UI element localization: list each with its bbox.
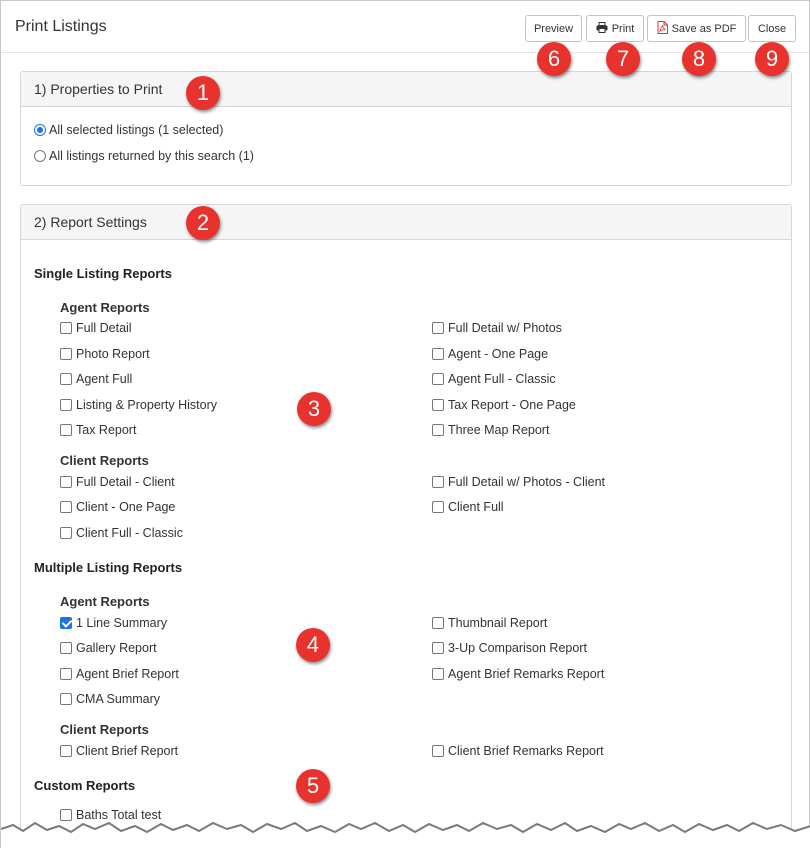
- checkbox-label: 1 Line Summary: [76, 616, 168, 630]
- checkbox-agent-full[interactable]: [60, 372, 132, 386]
- checkbox[interactable]: [432, 617, 444, 629]
- checkbox-three-map-report[interactable]: [432, 423, 549, 437]
- checkbox-client-full-classic[interactable]: [60, 526, 183, 540]
- multiple-client-reports-heading: Client Reports: [60, 722, 149, 737]
- preview-button-label: Preview: [533, 22, 574, 35]
- annotation-badge-3: 3: [297, 392, 331, 426]
- checkbox-agent-brief-remarks-report[interactable]: [432, 667, 604, 681]
- printer-icon: [596, 22, 608, 36]
- checkbox-3-up-comparison-report[interactable]: [432, 641, 587, 655]
- checkbox[interactable]: [432, 373, 444, 385]
- radio-button[interactable]: [34, 150, 46, 162]
- multiple-listing-reports-heading: Multiple Listing Reports: [34, 560, 183, 575]
- checkbox-client-full[interactable]: [432, 500, 504, 514]
- checkbox[interactable]: [60, 642, 72, 654]
- checkbox-full-detail-w-photos[interactable]: [432, 321, 562, 335]
- checkbox[interactable]: [60, 501, 72, 513]
- checkbox-full-detail[interactable]: [60, 321, 132, 335]
- checkbox-gallery-report[interactable]: [60, 641, 157, 655]
- checkbox[interactable]: [432, 322, 444, 334]
- radio-all-selected-listings[interactable]: [34, 123, 223, 137]
- checkbox[interactable]: [432, 476, 444, 488]
- checkbox-label: Full Detail - Client: [76, 475, 175, 489]
- checkbox-label: Agent Full - Classic: [448, 372, 556, 386]
- checkbox-label: Agent Brief Report: [76, 667, 179, 681]
- radio-button-checked[interactable]: [34, 124, 46, 136]
- checkbox[interactable]: [432, 745, 444, 757]
- checkbox-label: Full Detail: [76, 321, 132, 335]
- single-agent-reports-heading: Agent Reports: [60, 300, 150, 315]
- save-as-pdf-button[interactable]: [647, 15, 746, 42]
- checkbox[interactable]: [432, 348, 444, 360]
- checkbox-label: Agent Brief Remarks Report: [448, 667, 605, 681]
- checkbox-client-brief-remarks-report[interactable]: [432, 744, 604, 758]
- checkbox-label: Full Detail w/ Photos: [448, 321, 562, 335]
- checkbox[interactable]: [432, 668, 444, 680]
- checkbox-label: Gallery Report: [76, 641, 157, 655]
- checkbox[interactable]: [432, 424, 444, 436]
- checkbox[interactable]: [60, 399, 72, 411]
- checkbox[interactable]: [60, 348, 72, 360]
- checkbox[interactable]: [60, 668, 72, 680]
- checkbox-label: Full Detail w/ Photos - Client: [448, 475, 606, 489]
- save-as-pdf-label: Save as PDF: [671, 22, 737, 35]
- multiple-agent-reports-heading: Agent Reports: [60, 594, 150, 609]
- checkbox-label: Client Full - Classic: [76, 526, 183, 540]
- close-button[interactable]: [748, 15, 796, 42]
- checkbox-tax-report-one-page[interactable]: [432, 398, 576, 412]
- checkbox-label: Baths Total test: [76, 808, 162, 822]
- checkbox-photo-report[interactable]: [60, 347, 150, 361]
- checkbox-agent-brief-report[interactable]: [60, 667, 179, 681]
- checkbox-label: Tax Report: [76, 423, 137, 437]
- print-button-label: Print: [611, 22, 635, 35]
- checkbox-1-line-summary[interactable]: [60, 616, 167, 630]
- annotation-badge-4: 4: [296, 628, 330, 662]
- checkbox-label: Listing & Property History: [76, 398, 218, 412]
- checkbox-label: 3-Up Comparison Report: [448, 641, 587, 655]
- print-button[interactable]: [586, 15, 644, 42]
- checkbox[interactable]: [60, 527, 72, 539]
- checkbox-agent-one-page[interactable]: [432, 347, 548, 361]
- preview-button[interactable]: [525, 15, 582, 42]
- checkbox[interactable]: [60, 373, 72, 385]
- checkbox-label: Client Brief Report: [76, 744, 179, 758]
- report-settings-panel-heading: 2) Report Settings: [21, 205, 791, 240]
- checkbox-label: Client - One Page: [76, 500, 176, 514]
- checkbox-listing-property-history[interactable]: [60, 398, 217, 412]
- checkbox-full-detail-w-photos-client[interactable]: [432, 475, 605, 489]
- annotation-badge-8: 8: [682, 42, 716, 76]
- single-listing-reports-heading: Single Listing Reports: [34, 266, 172, 281]
- checkbox-label: Agent Full: [76, 372, 133, 386]
- checkbox-label: Three Map Report: [448, 423, 550, 437]
- checkbox-tax-report[interactable]: [60, 423, 136, 437]
- checkbox-label: Agent - One Page: [448, 347, 549, 361]
- annotation-badge-7: 7: [606, 42, 640, 76]
- properties-panel-heading: 1) Properties to Print: [21, 72, 791, 107]
- checkbox[interactable]: [432, 501, 444, 513]
- radio-all-listings-returned[interactable]: [34, 149, 254, 163]
- custom-reports-heading: Custom Reports: [34, 778, 136, 793]
- checkbox-cma-summary[interactable]: [60, 692, 160, 706]
- single-client-reports-heading: Client Reports: [60, 453, 149, 468]
- dialog-title: Print Listings: [15, 18, 107, 35]
- checkbox-label: Tax Report - One Page: [448, 398, 576, 412]
- checkbox-label: CMA Summary: [76, 692, 161, 706]
- pdf-file-icon: [657, 21, 668, 37]
- checkbox-agent-full-classic[interactable]: [432, 372, 556, 386]
- annotation-badge-6: 6: [537, 42, 571, 76]
- checkbox-label: Client Brief Remarks Report: [448, 744, 604, 758]
- checkbox-label: Client Full: [448, 500, 504, 514]
- annotation-badge-9: 9: [755, 42, 789, 76]
- checkbox-client-one-page[interactable]: [60, 500, 175, 514]
- torn-edge-decoration: [1, 811, 810, 848]
- annotation-badge-1: 1: [186, 76, 220, 110]
- checkbox[interactable]: [60, 476, 72, 488]
- checkbox-full-detail-client[interactable]: [60, 475, 175, 489]
- close-button-label: Close: [757, 22, 787, 35]
- checkbox-label: Photo Report: [76, 347, 150, 361]
- checkbox-checked[interactable]: [60, 617, 72, 629]
- checkbox[interactable]: [60, 322, 72, 334]
- annotation-badge-5: 5: [296, 769, 330, 803]
- checkbox[interactable]: [432, 399, 444, 411]
- checkbox[interactable]: [60, 424, 72, 436]
- checkbox-thumbnail-report[interactable]: [432, 616, 547, 630]
- checkbox-label: Thumbnail Report: [448, 616, 548, 630]
- checkbox[interactable]: [60, 693, 72, 705]
- checkbox[interactable]: [432, 642, 444, 654]
- checkbox[interactable]: [60, 745, 72, 757]
- radio-label: All listings returned by this search (1): [49, 149, 254, 163]
- annotation-badge-2: 2: [186, 206, 220, 240]
- checkbox-client-brief-report[interactable]: [60, 744, 178, 758]
- radio-label: All selected listings (1 selected): [49, 123, 224, 137]
